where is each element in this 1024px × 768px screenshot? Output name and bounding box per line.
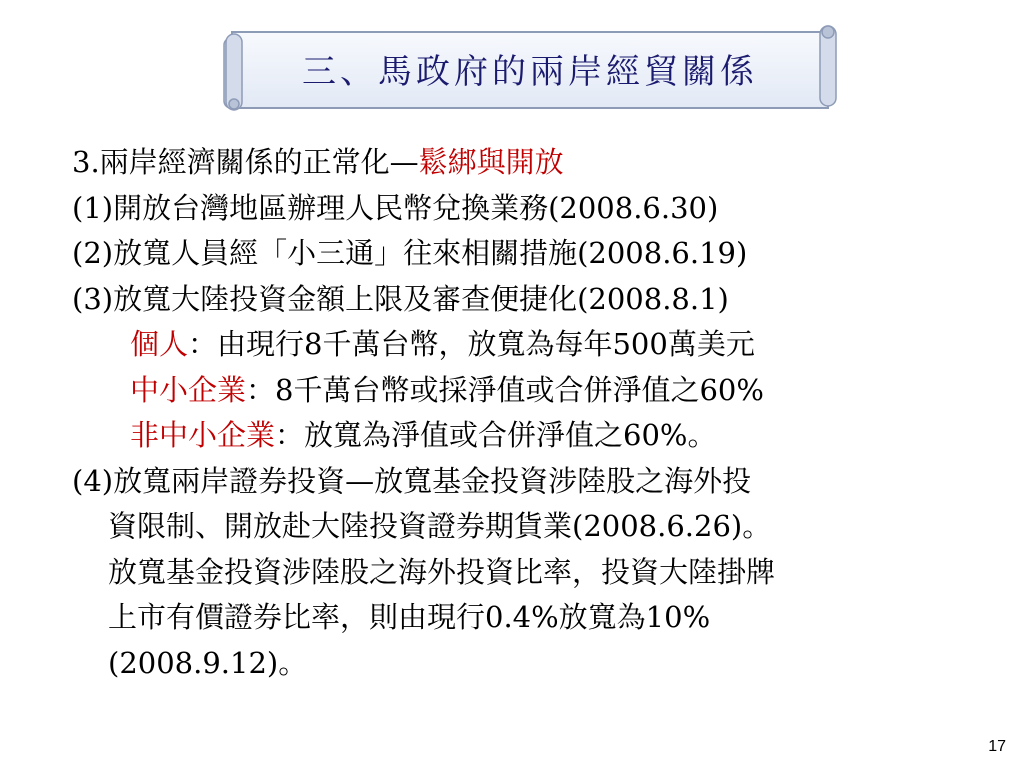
- list-item: (4)放寬兩岸證券投資—放寬基金投資涉陸股之海外投: [72, 463, 752, 498]
- list-item: (2)放寬人員經「小三通」往來相關措施(2008.6.19): [72, 236, 748, 270]
- list-item-continuation: 資限制、開放赴大陸投資證券期貨業(2008.6.26)。: [108, 509, 772, 543]
- heading-highlight: 鬆綁與開放: [418, 145, 564, 179]
- heading-prefix: 3.兩岸經濟關係的正常化—: [72, 145, 419, 179]
- page-number: 17: [988, 738, 1006, 755]
- list-item: (1)開放台灣地區辦理人民幣兌換業務(2008.6.30): [72, 190, 719, 225]
- sub-item-text: ：8千萬台幣或採淨值或合併淨值之60%: [246, 372, 764, 407]
- sub-item-label: 個人: [130, 327, 189, 361]
- list-item-continuation: 上市有價證券比率，則由現行0.4%放寬為10%: [108, 600, 711, 634]
- sub-item-label: 非中小企業: [130, 418, 276, 452]
- list-item-continuation: 放寬基金投資涉陸股之海外投資比率，投資大陸掛牌: [108, 554, 776, 589]
- list-item: (3)放寬大陸投資金額上限及審查便捷化(2008.8.1): [72, 281, 729, 316]
- slide-title: 三、馬政府的兩岸經貿關係: [302, 51, 758, 92]
- sub-item: [72, 413, 972, 459]
- sub-item: [72, 322, 972, 368]
- title-banner: [222, 24, 838, 112]
- sub-item-label: 中小企業: [130, 372, 247, 407]
- section-heading: [72, 140, 972, 186]
- sub-item: [72, 368, 972, 414]
- slide-body: [72, 140, 972, 686]
- list-item-continuation: (2008.9.12)。: [108, 645, 308, 680]
- sub-item-text: ：由現行8千萬台幣，放寬為每年500萬美元: [188, 327, 755, 361]
- sub-item-text: ：放寬為淨值或合併淨值之60%。: [275, 418, 717, 452]
